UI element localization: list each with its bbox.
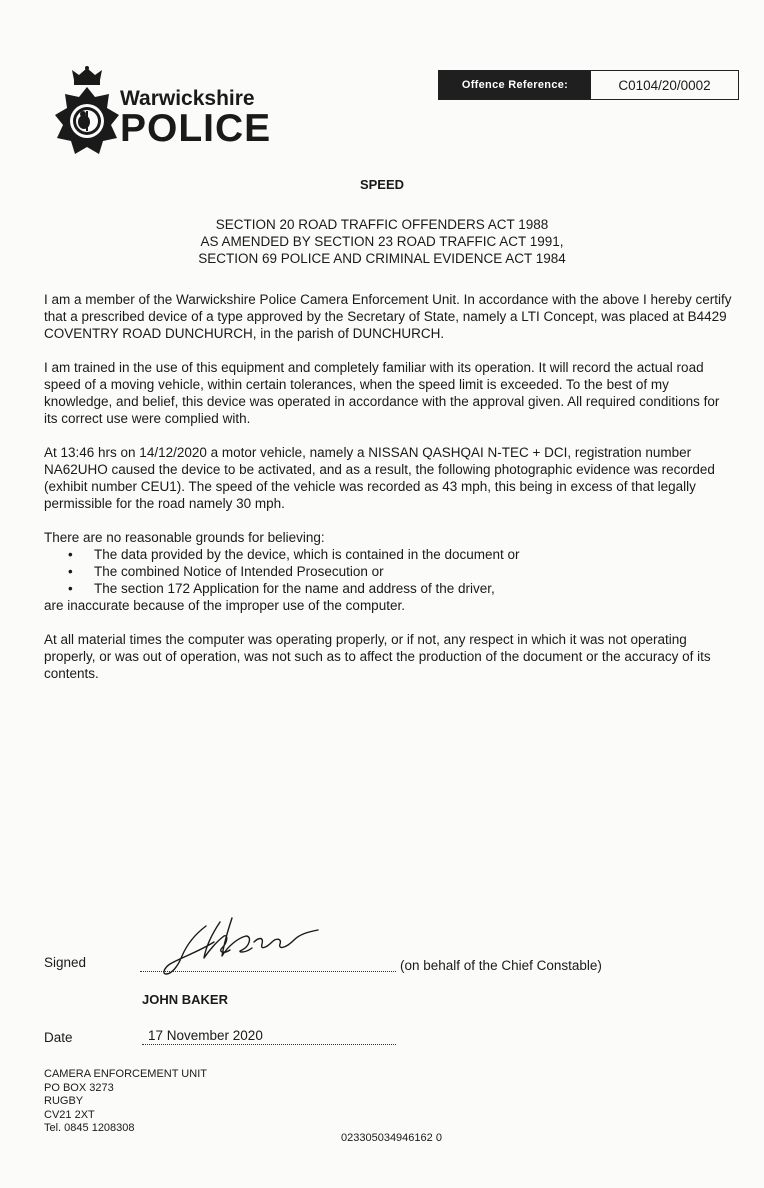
grounds-intro: There are no reasonable grounds for believing: (44, 530, 325, 545)
behalf-text: (on behalf of the Chief Constable) (400, 958, 602, 973)
unit-address (44, 1068, 207, 1136)
police-badge-icon (52, 66, 122, 160)
logo-name: Warwickshire (120, 87, 255, 110)
list-item: • The combined Notice of Intended Prosecution or (68, 563, 734, 580)
logo-wordmark (120, 88, 271, 148)
act-line: SECTION 20 ROAD TRAFFIC OFFENDERS ACT 1988 (215, 217, 549, 232)
address-line: PO BOX 3273 (44, 1081, 114, 1094)
paragraph-training: I am trained in the use of this equipment and completely familiar with its operation. It will record the actual road speed of a moving vehicle, within certain tolerances, when the speed limit is exceeded. To the best of my knowledge, and belief, this device was operated in accordance with the approval given. All required conditions for its correct use were complied with. (44, 360, 720, 426)
paragraph-offence: At 13:46 hrs on 14/12/2020 a motor vehicle, namely a NISSAN QASHQAI N-TEC + DCI, registration number NA62UHO caused the device to be activated, and as a result, the following photographic evidence was recorded (exhibit number CEU1). The speed of the vehicle was recorded as 43 mph, this being in excess of that legally permissible for the road namely 30 mph. (44, 445, 715, 511)
document-title: SPEED (359, 177, 405, 192)
offence-reference-box (438, 70, 739, 100)
handwritten-signature (158, 912, 328, 978)
paragraph-location: I am a member of the Warwickshire Police Camera Enforcement Unit. In accordance with the above I hereby certify that a prescribed device of a type approved by the Secretary of State, namely a LTI Concept, was placed at B4429 COVENTRY ROAD DUNCHURCH, in the parish of DUNCHURCH. (44, 292, 732, 341)
grounds-list (44, 546, 734, 597)
address-line: CAMERA ENFORCEMENT UNIT (44, 1068, 207, 1080)
address-line: Tel. 0845 1208308 (44, 1122, 135, 1134)
signer-name: JOHN BAKER (142, 992, 228, 1007)
address-line: RUGBY (44, 1095, 84, 1107)
date-value: 17 November 2020 (142, 1028, 396, 1045)
act-line: SECTION 69 POLICE AND CRIMINAL EVIDENCE ACT 1984 (198, 251, 566, 266)
signed-label: Signed (44, 955, 87, 970)
list-item: • The section 172 Application for the name and address of the driver, (68, 580, 734, 597)
offence-reference-value: C0104/20/0002 (618, 77, 711, 93)
address-line: CV21 2XT (44, 1108, 95, 1121)
act-references (0, 216, 764, 267)
list-item: • The data provided by the device, which is contained in the document or (68, 546, 734, 563)
offence-reference-label: Offence Reference: (439, 71, 591, 99)
logo-police: POLICE (120, 107, 272, 150)
document-number: 023305034946162 0 (341, 1132, 442, 1144)
paragraph-computer: At all material times the computer was operating properly, or if not, any respect in which it was not operating properly, or was out of operation, was not such as to affect the production of the document or the accuracy of its contents. (44, 632, 711, 681)
statement-body (44, 291, 734, 699)
date-label: Date (44, 1030, 73, 1045)
act-line: AS AMENDED BY SECTION 23 ROAD TRAFFIC ACT 1991, (200, 234, 564, 249)
police-logo (52, 66, 292, 160)
grounds-outro: are inaccurate because of the improper use of the computer. (44, 598, 405, 613)
